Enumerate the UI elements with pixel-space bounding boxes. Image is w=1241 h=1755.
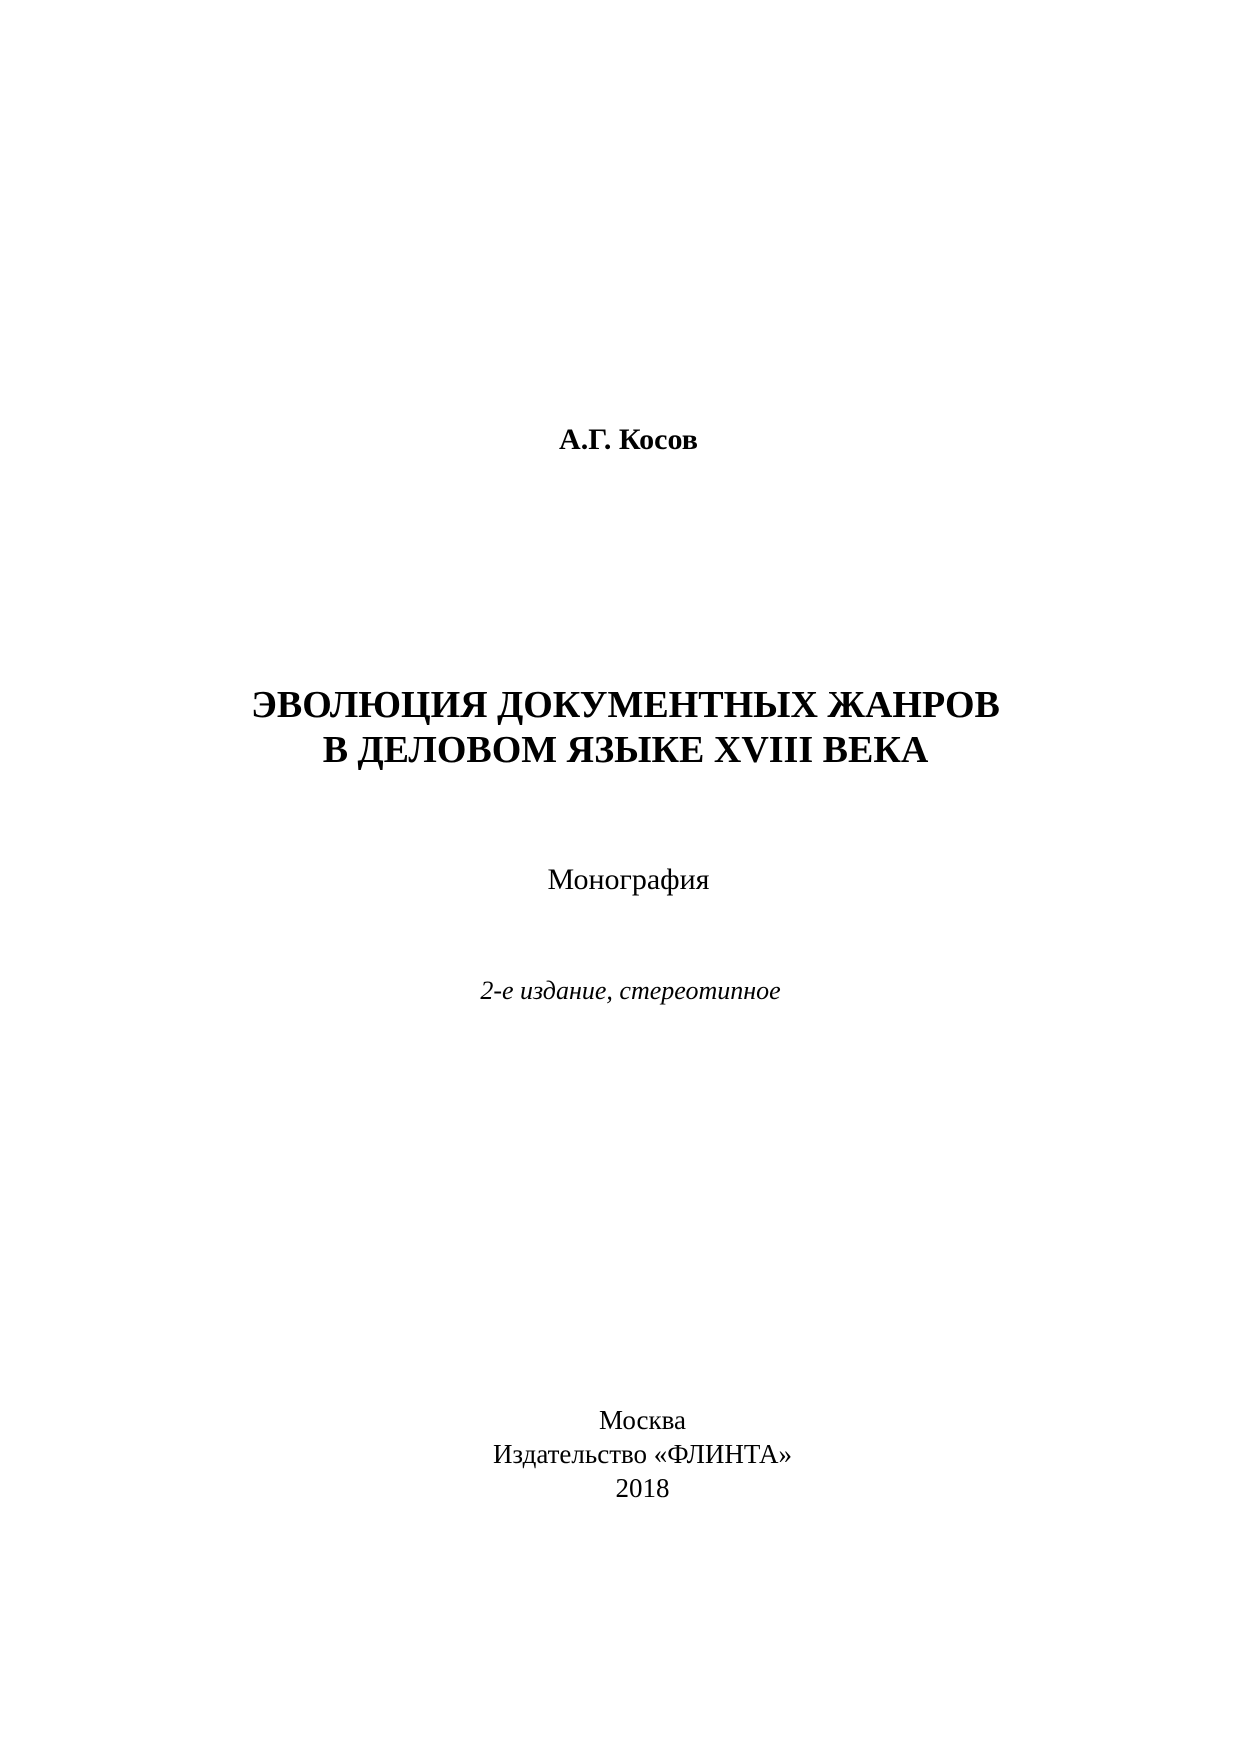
book-title-line-1: ЭВОЛЮЦИЯ ДОКУМЕНТНЫХ ЖАНРОВ: [251, 684, 1000, 726]
edition-note: 2-е издание, стереотипное: [480, 976, 781, 1005]
imprint-publisher: Издательство «ФЛИНТА»: [492, 1439, 793, 1469]
imprint-year: 2018: [615, 1473, 670, 1503]
author-name: А.Г. Косов: [559, 423, 698, 456]
book-genre: Монография: [547, 863, 710, 896]
book-title-line-2: В ДЕЛОВОМ ЯЗЫКЕ XVIII ВЕКА: [322, 729, 929, 771]
imprint-city: Москва: [599, 1405, 686, 1435]
book-title: [5, 683, 1241, 773]
imprint: [22, 1403, 1241, 1505]
